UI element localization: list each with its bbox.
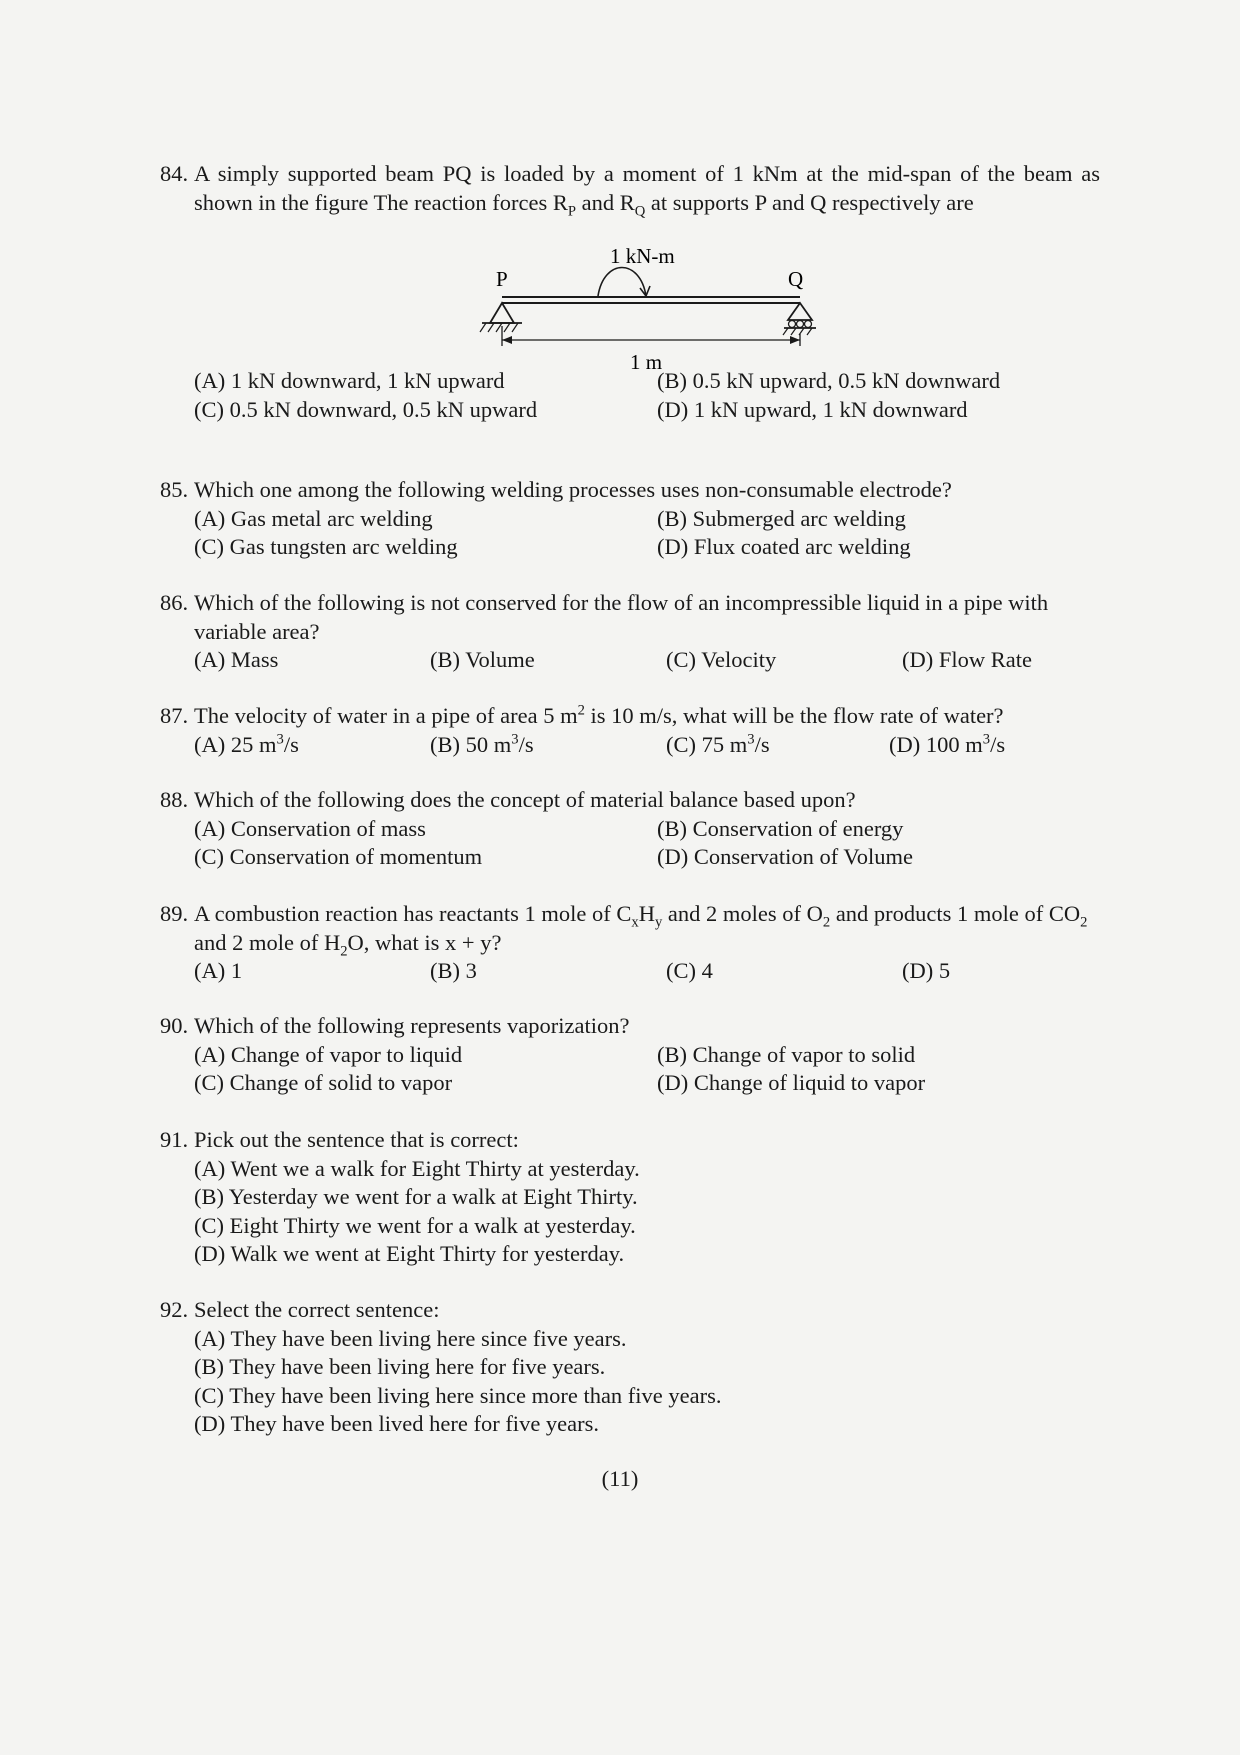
option-a: (A) 25 $m^3/s$ bbox=[194, 731, 299, 757]
question-89 bbox=[160, 900, 1100, 986]
option-c: (C) 0.5 kN downward, 0.5 kN upward bbox=[194, 396, 538, 422]
option-b: (B) They have been living here for five years. bbox=[194, 1354, 606, 1379]
beam-diagram bbox=[470, 248, 830, 388]
option-a: (A) Change of vapor to liquid bbox=[194, 1041, 463, 1067]
question-text: Which of the following is not conserved for the flow of an incompressible liquid in a pipe with variable area? bbox=[194, 590, 1049, 644]
option-a: (A) 1 bbox=[194, 958, 243, 983]
pin-support-icon bbox=[480, 303, 522, 332]
option-a: (A) Went we a walk for Eight Thirty at yesterday. bbox=[194, 1155, 640, 1181]
option-b: (B) Submerged arc welding bbox=[657, 505, 906, 531]
question-87 bbox=[160, 702, 1100, 759]
option-c: (C) 75 $m^3/s$ bbox=[666, 731, 770, 757]
option-d: (D) 1 kN upward, 1 kN downward bbox=[657, 396, 968, 422]
option-c: (C) They have been living here since more than five years. bbox=[194, 1382, 722, 1408]
option-c: (C) Gas tungsten arc welding bbox=[194, 534, 458, 559]
option-c: (C) Conservation of momentum bbox=[194, 844, 483, 869]
option-a: (A) Gas metal arc welding bbox=[194, 505, 433, 531]
question-text: A combustion reaction has reactants 1 mole of $C_xH_y$ and 2 moles of $O_2$ and products 1 mole of $CO_2$ and 2 mole of $H_2O$, what is x + y? bbox=[194, 901, 1088, 959]
option-b: (B) Volume bbox=[430, 647, 535, 672]
options bbox=[194, 731, 1100, 760]
option-a: (A) They have been living here since five years. bbox=[194, 1325, 627, 1351]
support-q-label: Q bbox=[788, 267, 804, 291]
options bbox=[194, 505, 1100, 562]
option-c: (C) Velocity bbox=[666, 647, 777, 672]
roller-support-icon bbox=[783, 303, 816, 335]
question-91 bbox=[160, 1126, 1100, 1269]
option-a: (A) Mass bbox=[194, 647, 279, 672]
options bbox=[194, 1041, 1100, 1098]
option-b: (B) 0.5 kN upward, 0.5 kN downward bbox=[657, 368, 1001, 393]
options bbox=[194, 1155, 1100, 1269]
question-86 bbox=[160, 589, 1100, 675]
option-b: (B) 50 $m^3/s$ bbox=[430, 731, 534, 757]
moment-label: 1 kN-m bbox=[610, 248, 675, 268]
option-c: (C) 4 bbox=[666, 958, 713, 983]
question-number: 88. bbox=[160, 787, 189, 812]
question-text: The velocity of water in a pipe of area 5 $m^2$ is 10 m/s, what will be the flow rate of water? bbox=[194, 702, 1004, 728]
option-d: (D) Walk we went at Eight Thirty for yesterday. bbox=[194, 1241, 625, 1266]
support-p-label: P bbox=[496, 267, 508, 291]
question-text: Select the correct sentence: bbox=[194, 1297, 440, 1322]
options bbox=[194, 1325, 1100, 1439]
question-text: Pick out the sentence that is correct: bbox=[194, 1127, 519, 1152]
option-d: (D) Conservation of Volume bbox=[657, 844, 914, 869]
question-number: 87. bbox=[160, 703, 189, 728]
page-number: (11) bbox=[601, 1466, 639, 1491]
question-number: 89. bbox=[160, 901, 189, 926]
beam bbox=[502, 297, 800, 303]
options bbox=[194, 815, 1100, 872]
question-text: Which one among the following welding processes uses non-consumable electrode? bbox=[194, 477, 952, 502]
question-number: 90. bbox=[160, 1013, 189, 1038]
option-d: (D) 100 $m^3/s$ bbox=[889, 731, 1006, 757]
option-d: (D) 5 bbox=[902, 958, 951, 983]
options bbox=[194, 646, 1100, 675]
option-b: (B) 3 bbox=[430, 958, 477, 983]
option-d: (D) Flow Rate bbox=[902, 647, 1032, 672]
option-c: (C) Change of solid to vapor bbox=[194, 1070, 453, 1095]
option-d: (D) Change of liquid to vapor bbox=[657, 1070, 926, 1095]
option-a: (A) Conservation of mass bbox=[194, 815, 426, 841]
question-88 bbox=[160, 786, 1100, 872]
option-a: (A) 1 kN downward, 1 kN upward bbox=[194, 368, 505, 393]
option-b: (B) Conservation of energy bbox=[657, 815, 904, 841]
question-85 bbox=[160, 476, 1100, 562]
question-90 bbox=[160, 1012, 1100, 1098]
span-label: 1 m bbox=[630, 350, 663, 374]
question-number: 92. bbox=[160, 1297, 189, 1322]
question-number: 84. bbox=[160, 161, 189, 186]
question-92 bbox=[160, 1296, 1100, 1439]
question-text: Which of the following represents vaporization? bbox=[194, 1013, 630, 1038]
moment-arrow-icon bbox=[598, 268, 646, 297]
option-b: (B) Yesterday we went for a walk at Eight Thirty. bbox=[194, 1184, 638, 1209]
question-number: 91. bbox=[160, 1127, 189, 1152]
question-text: Which of the following does the concept of material balance based upon? bbox=[194, 787, 856, 812]
option-b: (B) Change of vapor to solid bbox=[657, 1041, 916, 1067]
option-d: (D) Flux coated arc welding bbox=[657, 534, 911, 559]
question-number: 85. bbox=[160, 477, 189, 502]
option-c: (C) Eight Thirty we went for a walk at yesterday. bbox=[194, 1212, 636, 1238]
options bbox=[194, 957, 1100, 986]
question-number: 86. bbox=[160, 590, 189, 615]
dimension-line bbox=[502, 326, 800, 346]
question-text: A simply supported beam PQ is loaded by a moment of 1 kNm at the mid-span of the beam as shown in the figure The reaction forces $R_P$ and $R_Q$ at supports P and Q respectively are bbox=[194, 161, 1100, 219]
option-d: (D) They have been lived here for five years. bbox=[194, 1411, 600, 1436]
